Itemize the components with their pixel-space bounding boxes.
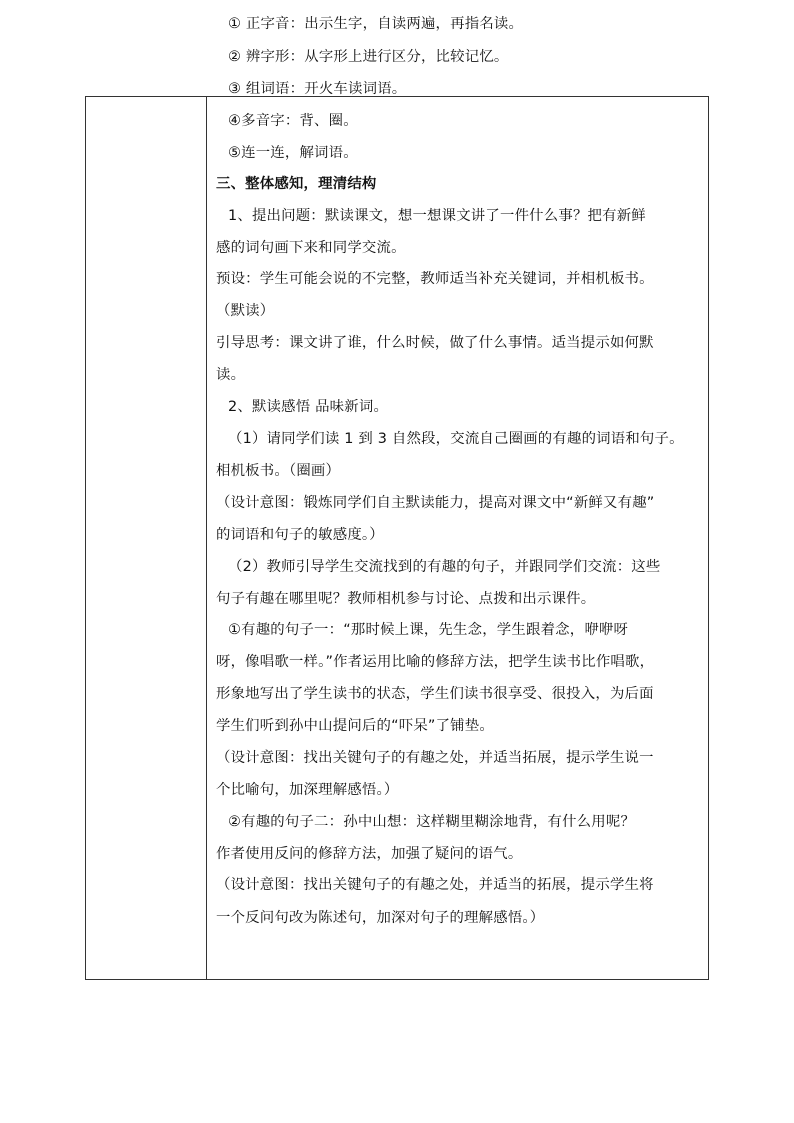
text-line: ① 正字音：出示生字，自读两遍，再指名读。 xyxy=(228,16,524,32)
text-line: 读。 xyxy=(216,367,246,383)
text-line: （2）教师引导学生交流找到的有趣的句子，并跟同学们交流：这些 xyxy=(228,559,661,575)
text-line: （1）请同学们读 1 到 3 自然段，交流自己圈画的有趣的词语和句子。 xyxy=(228,431,684,447)
text-line: ⑤连一连，解词语。 xyxy=(228,145,358,161)
text-line: （默读） xyxy=(216,303,275,319)
text-line: 的词语和句子的敏感度。） xyxy=(216,527,384,543)
text-line: 学生们听到孙中山提问后的“吓呆”了铺垫。 xyxy=(216,718,494,734)
text-line: 形象地写出了学生读书的状态，学生们读书很享受、很投入，为后面 xyxy=(216,686,654,702)
text-line: 预设：学生可能会说的不完整，教师适当补充关键词，并相机板书。 xyxy=(216,271,654,287)
text-line: 三、整体感知，理清结构 xyxy=(216,176,377,192)
text-line: 相机板书。（圈画） xyxy=(216,463,341,479)
table-content-cell xyxy=(207,16,708,979)
text-line: 一个反问句改为陈述句，加深对句子的理解感悟。） xyxy=(216,910,545,926)
lesson-table xyxy=(85,16,709,980)
text-line: 感的词句画下来和同学交流。 xyxy=(216,240,406,256)
text-line: ③ 组词语：开火车读词语。 xyxy=(228,81,407,97)
text-line: 引导思考：课文讲了谁，什么时候，做了什么事情。适当提示如何默 xyxy=(216,335,654,351)
text-line: 2、默读感悟 品味新词。 xyxy=(228,399,389,415)
text-line: （设计意图：锻炼同学们自主默读能力，提高对课文中“新鲜又有趣” xyxy=(216,495,655,511)
text-line: ④多音字：背、圈。 xyxy=(228,113,358,129)
text-line: 个比喻句，加深理解感悟。） xyxy=(216,782,399,798)
text-line: 作者使用反问的修辞方法，加强了疑问的语气。 xyxy=(216,846,523,862)
text-line: （设计意图：找出关键句子的有趣之处，并适当拓展，提示学生说一 xyxy=(216,750,654,766)
text-line: 呀，像唱歌一样。”作者运用比喻的修辞方法，把学生读书比作唱歌， xyxy=(216,654,655,670)
text-line: ② 辨字形：从字形上进行区分，比较记忆。 xyxy=(228,49,509,65)
text-line: 句子有趣在哪里呢？教师相机参与讨论、点拨和出示课件。 xyxy=(216,591,596,607)
text-line: 1、提出问题：默读课文，想一想课文讲了一件什么事？把有新鲜 xyxy=(228,208,646,224)
text-line: （设计意图：找出关键句子的有趣之处，并适当的拓展，提示学生将 xyxy=(216,877,654,893)
text-line: ①有趣的句子一：“那时候上课，先生念，学生跟着念，咿咿呀 xyxy=(228,622,629,638)
text-line: ②有趣的句子二：孙中山想：这样糊里糊涂地背，有什么用呢？ xyxy=(228,814,636,830)
table-left-column xyxy=(86,97,207,979)
